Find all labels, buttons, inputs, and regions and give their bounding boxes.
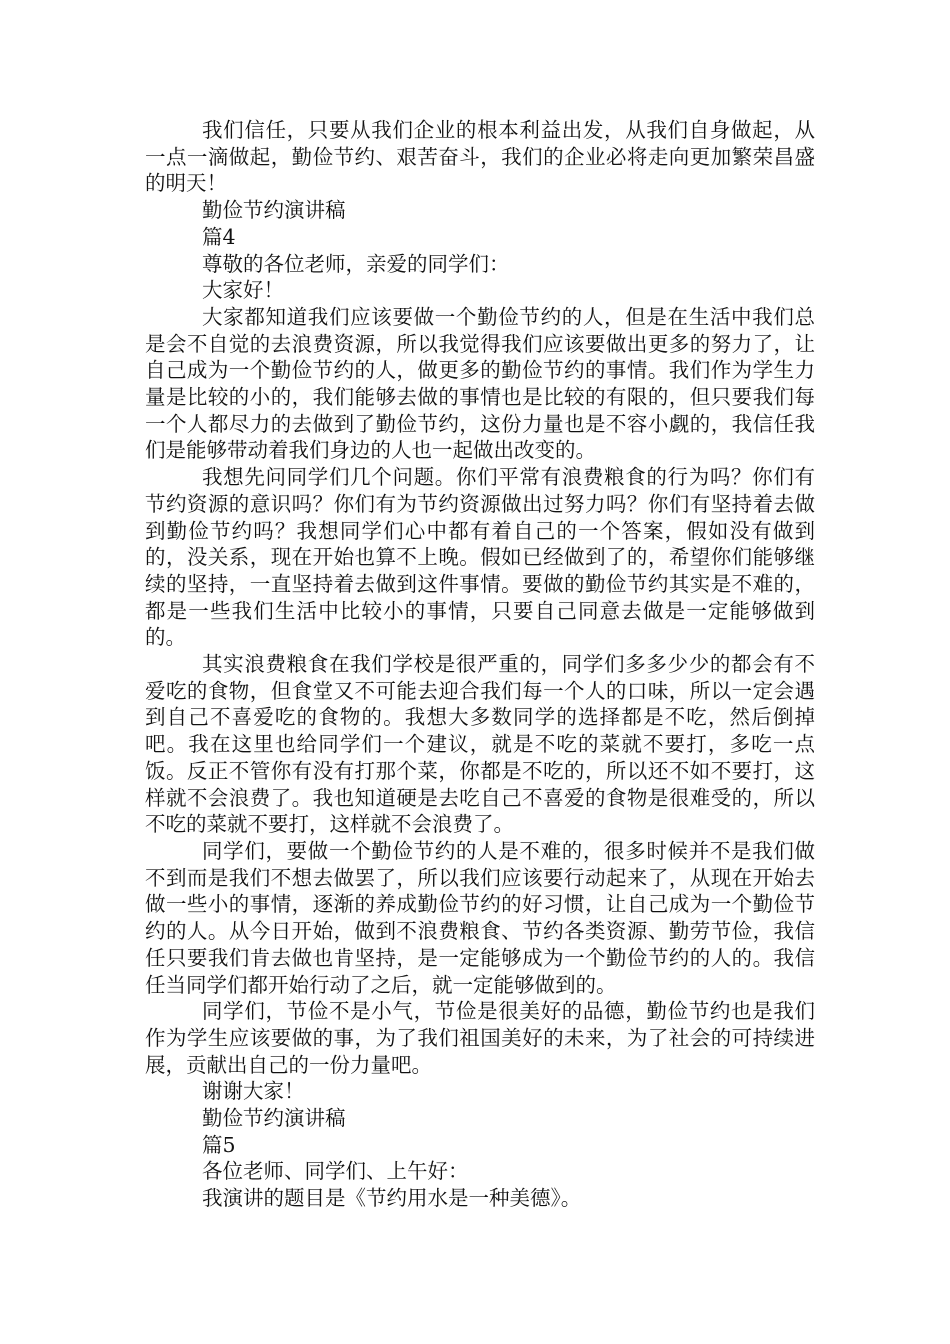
salutation: 各位老师、同学们、上午好： [202,1159,469,1184]
paragraph-body: 同学们，要做一个勤俭节约的人是不难的，很多时候并不是我们做不到而是我们不想去做罢了，所以我们应该要行动起来了，从现在开始去做一些小的事情，逐渐的养成勤俭节约的好习惯，让自己成为一个勤俭节约的人。从今日开始，做到不浪费粮食、节约各类资源、勤劳节俭，我信任只要我们肯去做也肯坚持，是一定能够成为一个勤俭节约的人的。我信任当同学们都开始行动了之后，就一定能够做到的。 [145,838,815,997]
document-body [145,117,815,1212]
thanks-line: 谢谢大家！ [202,1079,305,1104]
greeting: 大家好！ [202,278,284,303]
speech-topic-line: 我演讲的题目是《节约用水是一种美德》。 [202,1186,582,1211]
paragraph-closing-belief: 我们信任，只要从我们企业的根本利益出发，从我们自身做起，从一点一滴做起，勤俭节约、艰苦奋斗，我们的企业必将走向更加繁荣昌盛的明天！ [145,118,815,196]
speech-title: 勤俭节约演讲稿 [202,1106,346,1131]
salutation: 尊敬的各位老师，亲爱的同学们： [202,251,510,276]
paragraph-body: 其实浪费粮食在我们学校是很严重的，同学们多多少少的都会有不爱吃的食物，但食堂又不可能去迎合我们每一个人的口味，所以一定会遇到自己不喜爱吃的食物的。我想大多数同学的选择都是不吃，然后倒掉吧。我在这里也给同学们一个建议，就是不吃的菜就不要打，多吃一点饭。反正不管你有没有打那个菜，你都是不吃的，所以还不如不要打，这样就不会浪费了。我也知道硬是去吃自己不喜爱的食物是很难受的，所以不吃的菜就不要打，这样就不会浪费了。 [145,652,815,837]
paragraph-body: 同学们，节俭不是小气，节俭是很美好的品德，勤俭节约也是我们作为学生应该要做的事，为了我们祖国美好的未来，为了社会的可持续进展，贡献出自己的一份力量吧。 [145,999,815,1077]
paragraph-body: 我想先问同学们几个问题。你们平常有浪费粮食的行为吗？你们有节约资源的意识吗？你们有为节约资源做出过努力吗？你们有坚持着去做到勤俭节约吗？我想同学们心中都有着自己的一个答案，假如没有做到的，没关系，现在开始也算不上晚。假如已经做到了的，希望你们能够继续的坚持，一直坚持着去做到这件事情。要做的勤俭节约其实是不难的，都是一些我们生活中比较小的事情，只要自己同意去做是一定能够做到的。 [145,465,815,650]
paragraph-body: 大家都知道我们应该要做一个勤俭节约的人，但是在生活中我们总是会不自觉的去浪费资源，所以我觉得我们应该要做出更多的努力了，让自己成为一个勤俭节约的人，做更多的勤俭节约的事情。我们作为学生力量是比较的小的，我们能够去做的事情也是比较的有限的，但只要我们每一个人都尽力的去做到了勤俭节约，这份力量也是不容小觑的，我信任我们是能够带动着我们身边的人也一起做出改变的。 [145,304,815,463]
speech-title: 勤俭节约演讲稿 [202,198,346,223]
section-label: 篇5 [202,1132,236,1157]
section-label: 篇4 [202,224,236,249]
